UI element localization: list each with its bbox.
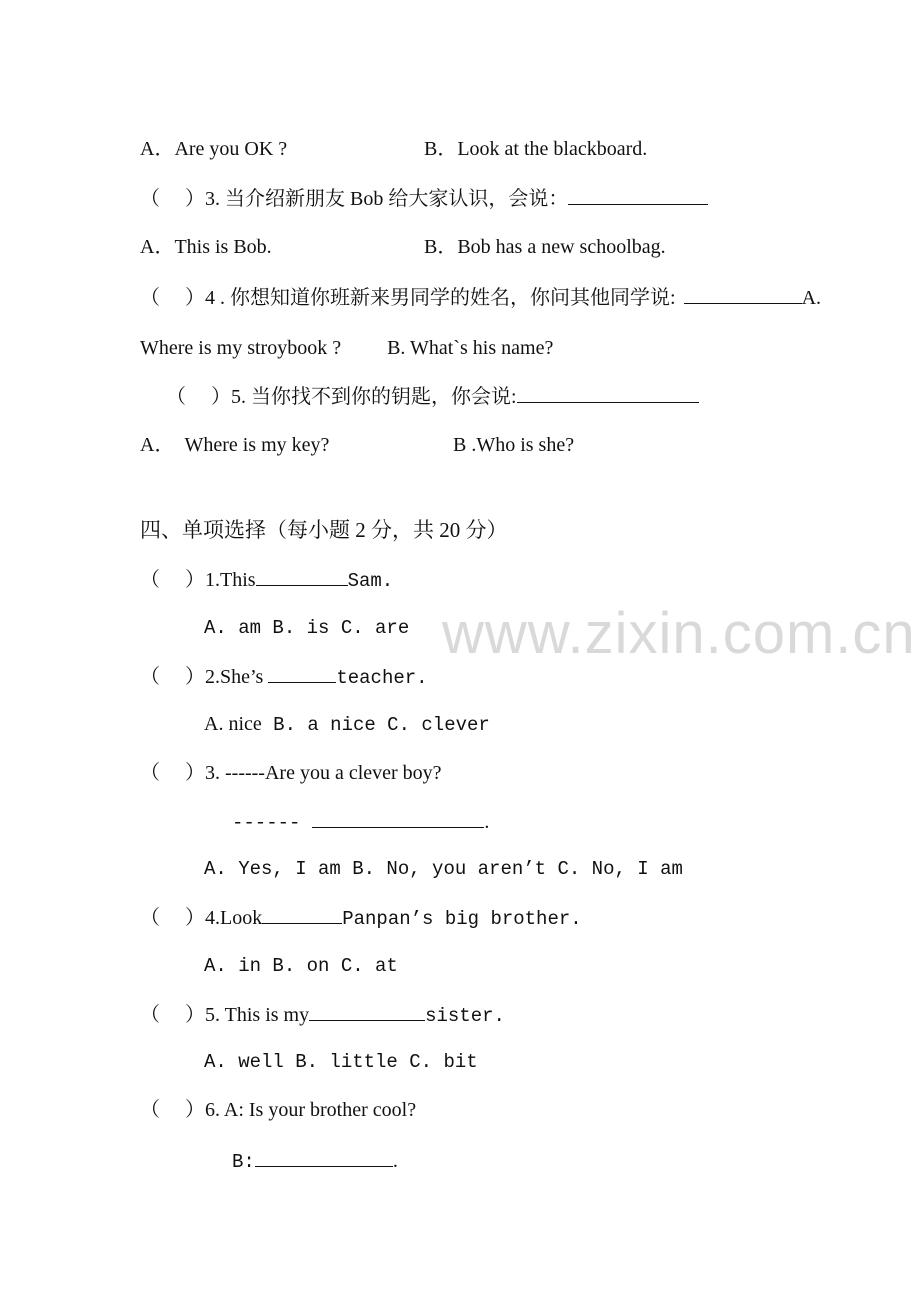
- mc-question-6: [140, 1098, 416, 1122]
- q5-option-b: B .Who is she?: [453, 434, 575, 456]
- q3-option-a: A．This is Bob.: [140, 236, 272, 258]
- q4-option-a-text: Where is my stroybook ?: [140, 337, 342, 359]
- mc-3-options: A. Yes, I am B. No, you aren’t C. No, I am: [204, 858, 683, 880]
- mc-4-blank[interactable]: [262, 905, 342, 924]
- q5-answer-blank[interactable]: [517, 384, 699, 403]
- mc-question-4: [140, 905, 582, 931]
- mc-6-b-label: B:: [232, 1151, 255, 1173]
- mc-6-end: .: [392, 1150, 398, 1172]
- mc-6-blank[interactable]: [255, 1148, 393, 1167]
- answer-paren[interactable]: （ ）: [140, 907, 205, 929]
- answer-paren[interactable]: （ ）: [140, 762, 205, 784]
- q4-text: （ ）4 . 你想知道你班新来男同学的姓名，你问其他同学说:: [140, 287, 676, 309]
- mc-6-pre: 6. A: Is your brother cool?: [205, 1099, 417, 1121]
- q2-option-a: A．Are you OK ?: [140, 138, 288, 160]
- q5-option-a: A． Where is my key?: [140, 434, 330, 456]
- q4-question: [140, 285, 821, 310]
- mc-5-post: sister.: [425, 1005, 505, 1027]
- q5-text: （ ）5. 当你找不到你的钥匙，你会说:: [166, 386, 517, 408]
- mc-3-pre: 3. ------Are you a clever boy?: [205, 762, 442, 784]
- mc-4-pre: 4.Look: [205, 907, 263, 929]
- mc-2-blank[interactable]: [268, 664, 336, 683]
- answer-paren[interactable]: （ ）: [140, 666, 205, 688]
- mc-5-options: A. well B. little C. bit: [204, 1051, 478, 1073]
- q4-options-line: [140, 336, 553, 360]
- mc-2-pre: 2.She’s: [205, 666, 269, 688]
- q3-option-b: B．Bob has a new schoolbag.: [424, 236, 666, 258]
- mc-5-blank[interactable]: [309, 1002, 425, 1021]
- mc-2-option-a: A. nice: [204, 713, 262, 735]
- mc-2-options: [204, 712, 490, 737]
- mc-question-2: [140, 664, 428, 690]
- mc-question-3: [140, 761, 442, 785]
- mc-1-post: Sam.: [347, 570, 394, 592]
- mc-3-dashes: ------: [232, 812, 301, 834]
- q2-option-b: B．Look at the blackboard.: [424, 138, 648, 160]
- mc-1-pre: 1.This: [205, 569, 256, 591]
- watermark: www.zixin.com.cn: [442, 601, 916, 666]
- mc-4-post: Panpan’s big brother.: [342, 908, 582, 930]
- mc-3-end: .: [484, 811, 490, 833]
- mc-3-blank[interactable]: [312, 809, 484, 828]
- mc-3-answer-line: [232, 809, 489, 835]
- mc-2-post: teacher.: [336, 667, 428, 689]
- q4-option-b: B. What`s his name?: [387, 337, 554, 359]
- mc-1-options: A. am B. is C. are: [204, 617, 410, 639]
- answer-paren[interactable]: （ ）: [140, 569, 205, 591]
- section-title: 四、单项选择（每小题 2 分，共 20 分）: [140, 518, 508, 542]
- q5-question: [166, 384, 699, 409]
- answer-paren[interactable]: （ ）: [140, 1099, 205, 1121]
- mc-1-blank[interactable]: [256, 567, 348, 586]
- mc-6-answer-line: [232, 1148, 398, 1174]
- mc-5-pre: 5. This is my: [205, 1004, 310, 1026]
- q3-text: （ ）3. 当介绍新朋友 Bob 给大家认识，会说：: [140, 188, 569, 210]
- mc-4-options: A. in B. on C. at: [204, 955, 398, 977]
- q3-question: [140, 186, 708, 211]
- q4-answer-blank[interactable]: [684, 285, 802, 304]
- mc-question-5: [140, 1002, 505, 1028]
- answer-paren[interactable]: （ ）: [140, 1004, 205, 1026]
- q4-option-a-label: A.: [801, 287, 822, 309]
- mc-2-options-rest: B. a nice C. clever: [261, 714, 490, 736]
- mc-question-1: [140, 567, 393, 593]
- q3-answer-blank[interactable]: [568, 186, 708, 205]
